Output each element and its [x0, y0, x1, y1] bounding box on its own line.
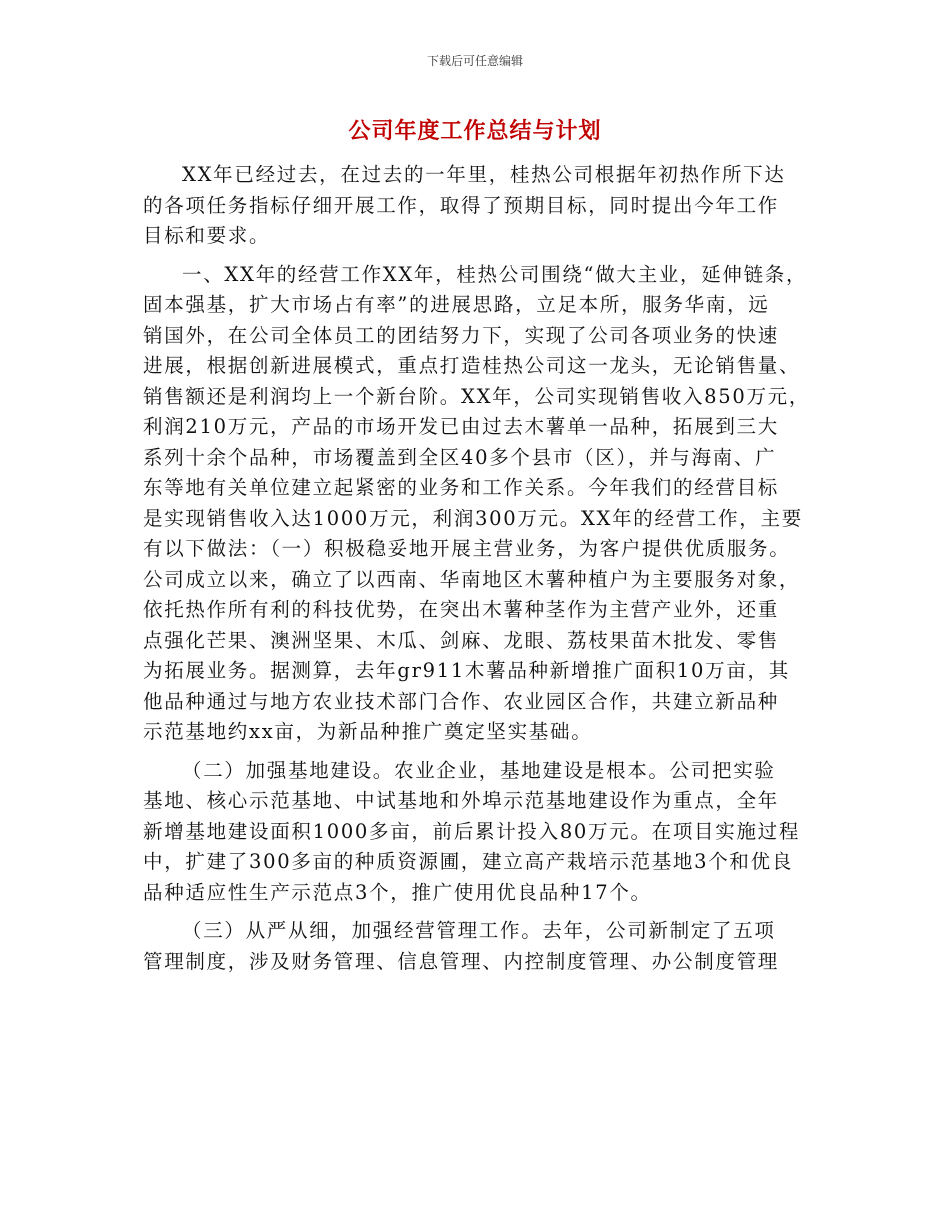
text-line: 依托热作所有利的科技优势，在突出木薯种茎作为主营产业外，还重	[143, 598, 780, 621]
text-line: （二）加强基地建设。农业企业，基地建设是根本。公司把实验	[182, 758, 776, 782]
text-line: 固本强基，扩大市场占有率”的进展思路，立足本所，服务华南，远	[143, 293, 770, 316]
text-line: 示范基地约xx亩，为新品种推广奠定坚实基础。	[143, 720, 593, 743]
text-line: 基地、核心示范基地、中试基地和外埠示范基地建设作为重点，全年	[143, 789, 780, 812]
document-title: 公司年度工作总结与计划	[348, 119, 602, 144]
text-line: 系列十余个品种，市场覆盖到全区40多个县市（区），并与海南、广	[143, 445, 777, 469]
text-line: 公司成立以来，确立了以西南、华南地区木薯种植户为主要服务对象，	[143, 567, 801, 591]
text-line: 管理制度，涉及财务管理、信息管理、内控制度管理、办公制度管理	[143, 949, 780, 973]
text-line: 新增基地建设面积1000多亩，前后累计投入80万元。在项目实施过程	[143, 819, 801, 843]
text-line: 进展，根据创新进展模式，重点打造桂热公司这一龙头，无论销售量、	[143, 354, 801, 377]
paragraph-management	[143, 916, 823, 977]
text-line: XX年已经过去，在过去的一年里，桂热公司根据年初热作所下达	[182, 163, 786, 186]
text-line: 他品种通过与地方农业技术部门合作、农业园区合作，共建立新品种	[143, 689, 780, 713]
text-line: 目标和要求。	[143, 224, 271, 247]
paragraph-intro	[143, 160, 823, 252]
text-line: （三）从严从细，加强经营管理工作。去年，公司新制定了五项	[182, 919, 776, 942]
text-line: 一、XX年的经营工作XX年，桂热公司围绕“做大主业，延伸链条，	[182, 262, 808, 286]
document-body	[143, 160, 823, 977]
text-line: 为拓展业务。据测算，去年gr911木薯品种新增推广面积10万亩，其	[143, 659, 790, 682]
paragraph-base-construction	[143, 756, 823, 909]
text-line: 中，扩建了300多亩的种质资源圃，建立高产栽培示范基地3个和优良	[143, 850, 794, 873]
text-line: 销国外，在公司全体员工的团结努力下，实现了公司各项业务的快速	[143, 323, 780, 347]
paragraph-business-work	[143, 260, 823, 748]
text-line: 点强化芒果、澳洲坚果、木瓜、剑麻、龙眼、荔枝果苗木批发、零售	[143, 628, 780, 652]
text-line: 品种适应性生产示范点3个，推广使用优良品种17个。	[143, 880, 652, 904]
text-line: 东等地有关单位建立起紧密的业务和工作关系。今年我们的经营目标	[143, 476, 780, 499]
page-header-note: 下载后可任意编辑	[426, 54, 523, 68]
text-line: 的各项任务指标仔细开展工作，取得了预期目标，同时提出今年工作	[143, 193, 780, 217]
text-line: 利润210万元，产品的市场开发已由过去木薯单一品种，拓展到三大	[143, 415, 779, 438]
text-line: 是实现销售收入达1000万元，利润300万元。XX年的经营工作，主要	[143, 506, 803, 530]
text-line: 有以下做法：（一）积极稳妥地开展主营业务，为客户提供优质服务。	[143, 537, 791, 560]
text-line: 销售额还是利润均上一个新台阶。XX年，公司实现销售收入850万元，	[143, 384, 811, 408]
